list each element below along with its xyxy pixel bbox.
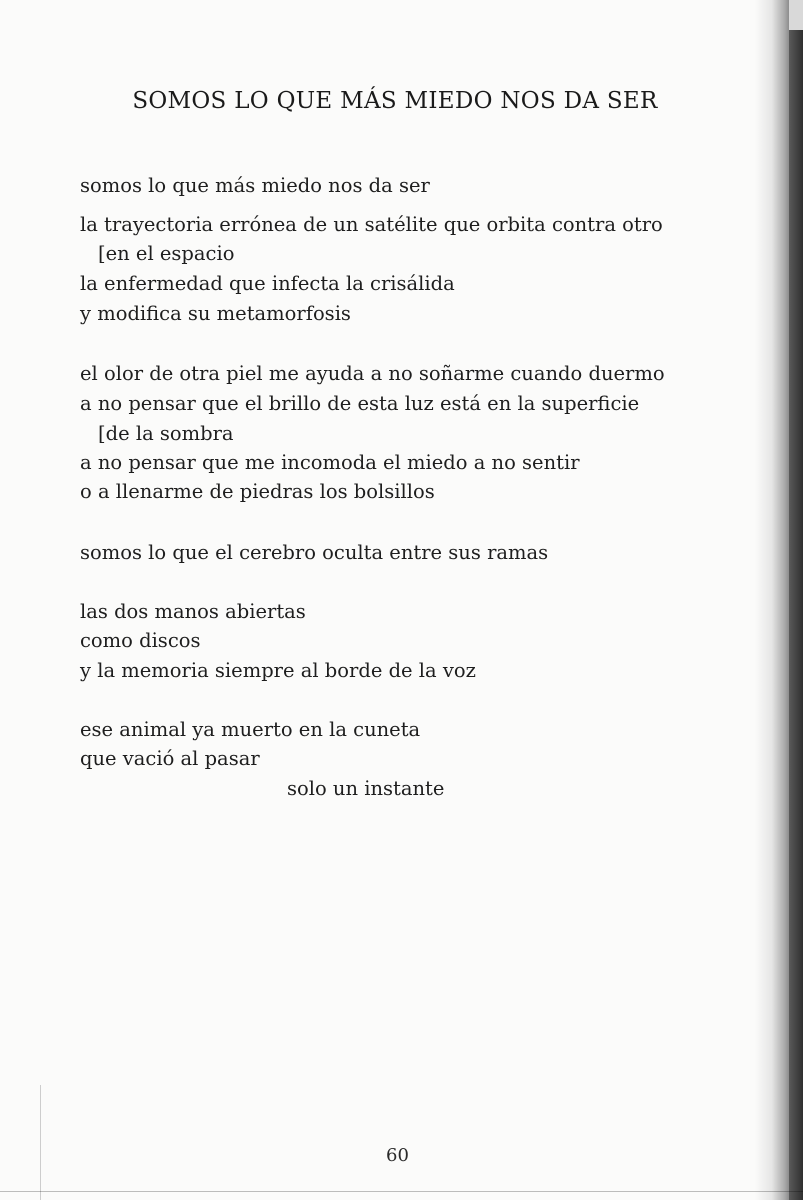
poem-title: SOMOS LO QUE MÁS MIEDO NOS DA SER [132, 88, 658, 114]
poem-line: que vació al pasar [80, 747, 260, 770]
binding-edge [789, 30, 803, 1200]
poem-line-indented: solo un instante [287, 777, 445, 800]
poem-line: ese animal ya muerto en la cuneta [80, 718, 421, 741]
poem-line: somos lo que el cerebro oculta entre sus ramas [80, 541, 549, 564]
poem-line: somos lo que más miedo nos da ser [80, 174, 430, 197]
poem-line: o a llenarme de piedras los bolsillos [80, 480, 435, 503]
poem-line-continuation: [de la sombra [98, 422, 234, 445]
poem-line: la enfermedad que infecta la crisálida [80, 272, 455, 295]
poem-line: la trayectoria errónea de un satélite que orbita contra otro [80, 213, 663, 236]
poem-line: y la memoria siempre al borde de la voz [80, 659, 476, 682]
poem-line: a no pensar que me incomoda el miedo a no sentir [80, 451, 580, 474]
poem-line: y modifica su metamorfosis [80, 302, 351, 325]
poem-line: a no pensar que el brillo de esta luz está en la superficie [80, 392, 640, 415]
binding-edge-top [789, 0, 803, 30]
poem-line: las dos manos abiertas [80, 600, 306, 623]
page-number: 60 [386, 1145, 409, 1166]
scan-mark-left [40, 1085, 41, 1200]
poem-line: el olor de otra piel me ayuda a no soñarme cuando duermo [80, 362, 665, 385]
poem-line-continuation: [en el espacio [98, 242, 235, 265]
poem-line: como discos [80, 629, 201, 652]
scan-mark-bottom [0, 1191, 803, 1192]
